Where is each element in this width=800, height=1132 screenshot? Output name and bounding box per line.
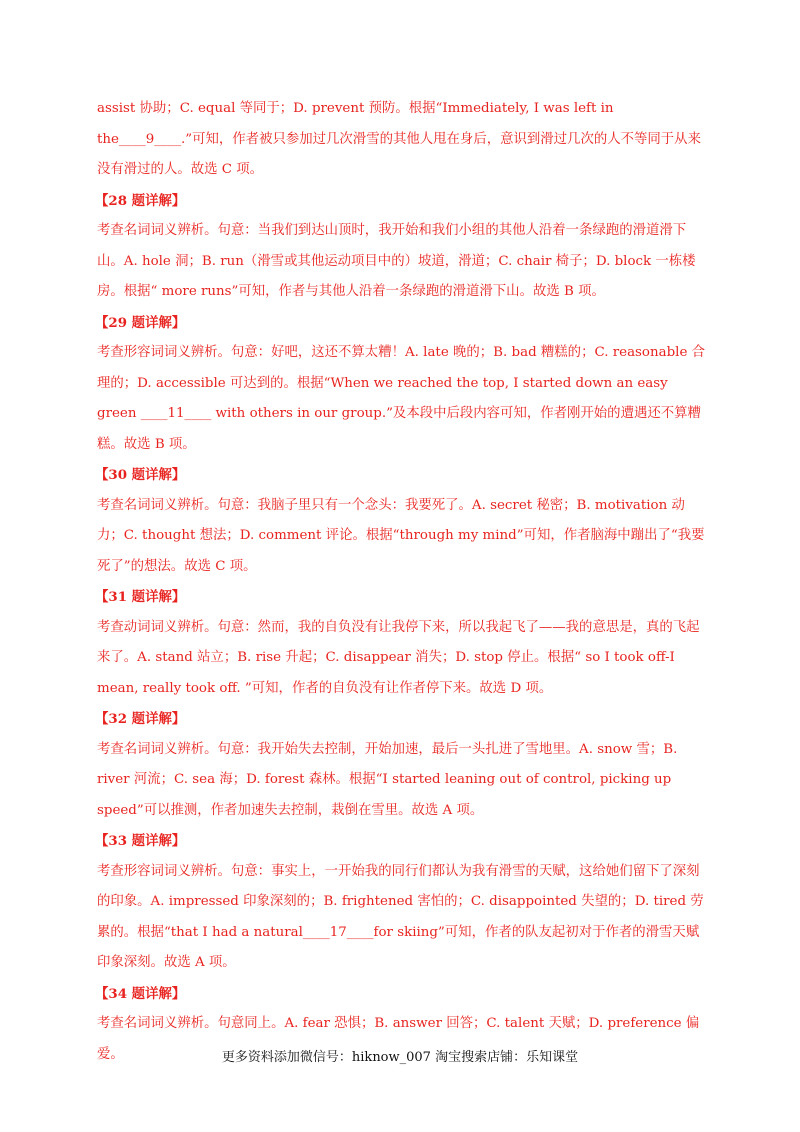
heading-32: 【32 题详解】 (95, 711, 186, 727)
heading-30: 【30 题详解】 (95, 467, 186, 483)
heading-34: 【34 题详解】 (95, 985, 186, 1002)
heading-31: 【31 题详解】 (95, 589, 186, 605)
paragraph-34: 考查名词词义辨析。句意同上。A. fear 恐惧；B. answer 回答；C. talent 天赋；D. preference 偏爱。 (97, 1016, 700, 1062)
paragraph-31: 考查动词词义辨析。句意：然而，我的自负没有让我停下来，所以我起飞了——我的意思是，真的飞起来了。A. stand 站立；B. rise 升起；C. disappear 消失；D. stop 停止。根据“ so I took off-I mean, really took off. ”可知，作者的自负没有让作者停下来。故选 D 项。 (97, 619, 700, 696)
heading-33: 【33 题详解】 (95, 833, 186, 849)
paragraph-29: 考查形容词词义辨析。句意：好吧，这还不算太糟！A. late 晚的；B. bad 糟糕的；C. reasonable 合理的；D. accessible 可达到的。根据“When we reached the top, I started down an easy green ____11____ with others in our group.”及本段中后段内容可知，作者刚开始的遭遇还不算糟糕。故选 B 项。 (97, 345, 706, 452)
paragraph-28: 考查名词词义辨析。句意：当我们到达山顶时，我开始和我们小组的其他人沿着一条绿跑的滑道滑下山。A. hole 洞；B. run（滑雪或其他运动项目中的）坡道，滑道；C. chair 椅子；D. block 一栋楼房。根据“ more runs”可知，作者与其他人沿着一条绿跑的滑道滑下山。故选 B 项。 (97, 223, 696, 299)
paragraph-30: 考查名词词义辨析。句意：我脑子里只有一个念头：我要死了。A. secret 秘密；B. motivation 动力；C. thought 想法；D. comment 评论。根据“through my mind”可知，作者脑海中蹦出了“我要死了”的想法。故选 C 项。 (97, 497, 705, 574)
answer-explanations (97, 94, 709, 1070)
paragraph-33: 考查形容词词义辨析。句意：事实上，一开始我的同行们都认为我有滑雪的天赋，这给她们留下了深刻的印象。A. impressed 印象深刻的；B. frightened 害怕的；C. disappointed 失望的；D. tired 劳累的。根据“that I had a natural____17____for skiing”可知，作者的队友起初对于作者的滑雪天赋印象深刻。故选 A 项。 (97, 863, 704, 970)
page-footer: 更多资料添加微信号：hiknow_007 淘宝搜索店铺：乐知课堂 (221, 1050, 579, 1065)
heading-28: 【28 题详解】 (95, 192, 186, 209)
paragraph-27-continued: assist 协助；C. equal 等同于；D. prevent 预防。根据“Immediately, I was left in the____9____.”可知，作者被只参加过几次滑雪的其他人甩在身后，意识到滑过几次的人不等同于从来没有滑过的人。故选 C 项。 (97, 101, 701, 177)
heading-29: 【29 题详解】 (95, 314, 186, 331)
paragraph-32: 考查名词词义辨析。句意：我开始失去控制，开始加速，最后一头扎进了雪地里。A. snow 雪；B. river 河流；C. sea 海；D. forest 森林。根据“I started leaning out of control, picking up speed”可以推测，作者加速失去控制，栽倒在雪里。故选 A 项。 (97, 741, 678, 818)
